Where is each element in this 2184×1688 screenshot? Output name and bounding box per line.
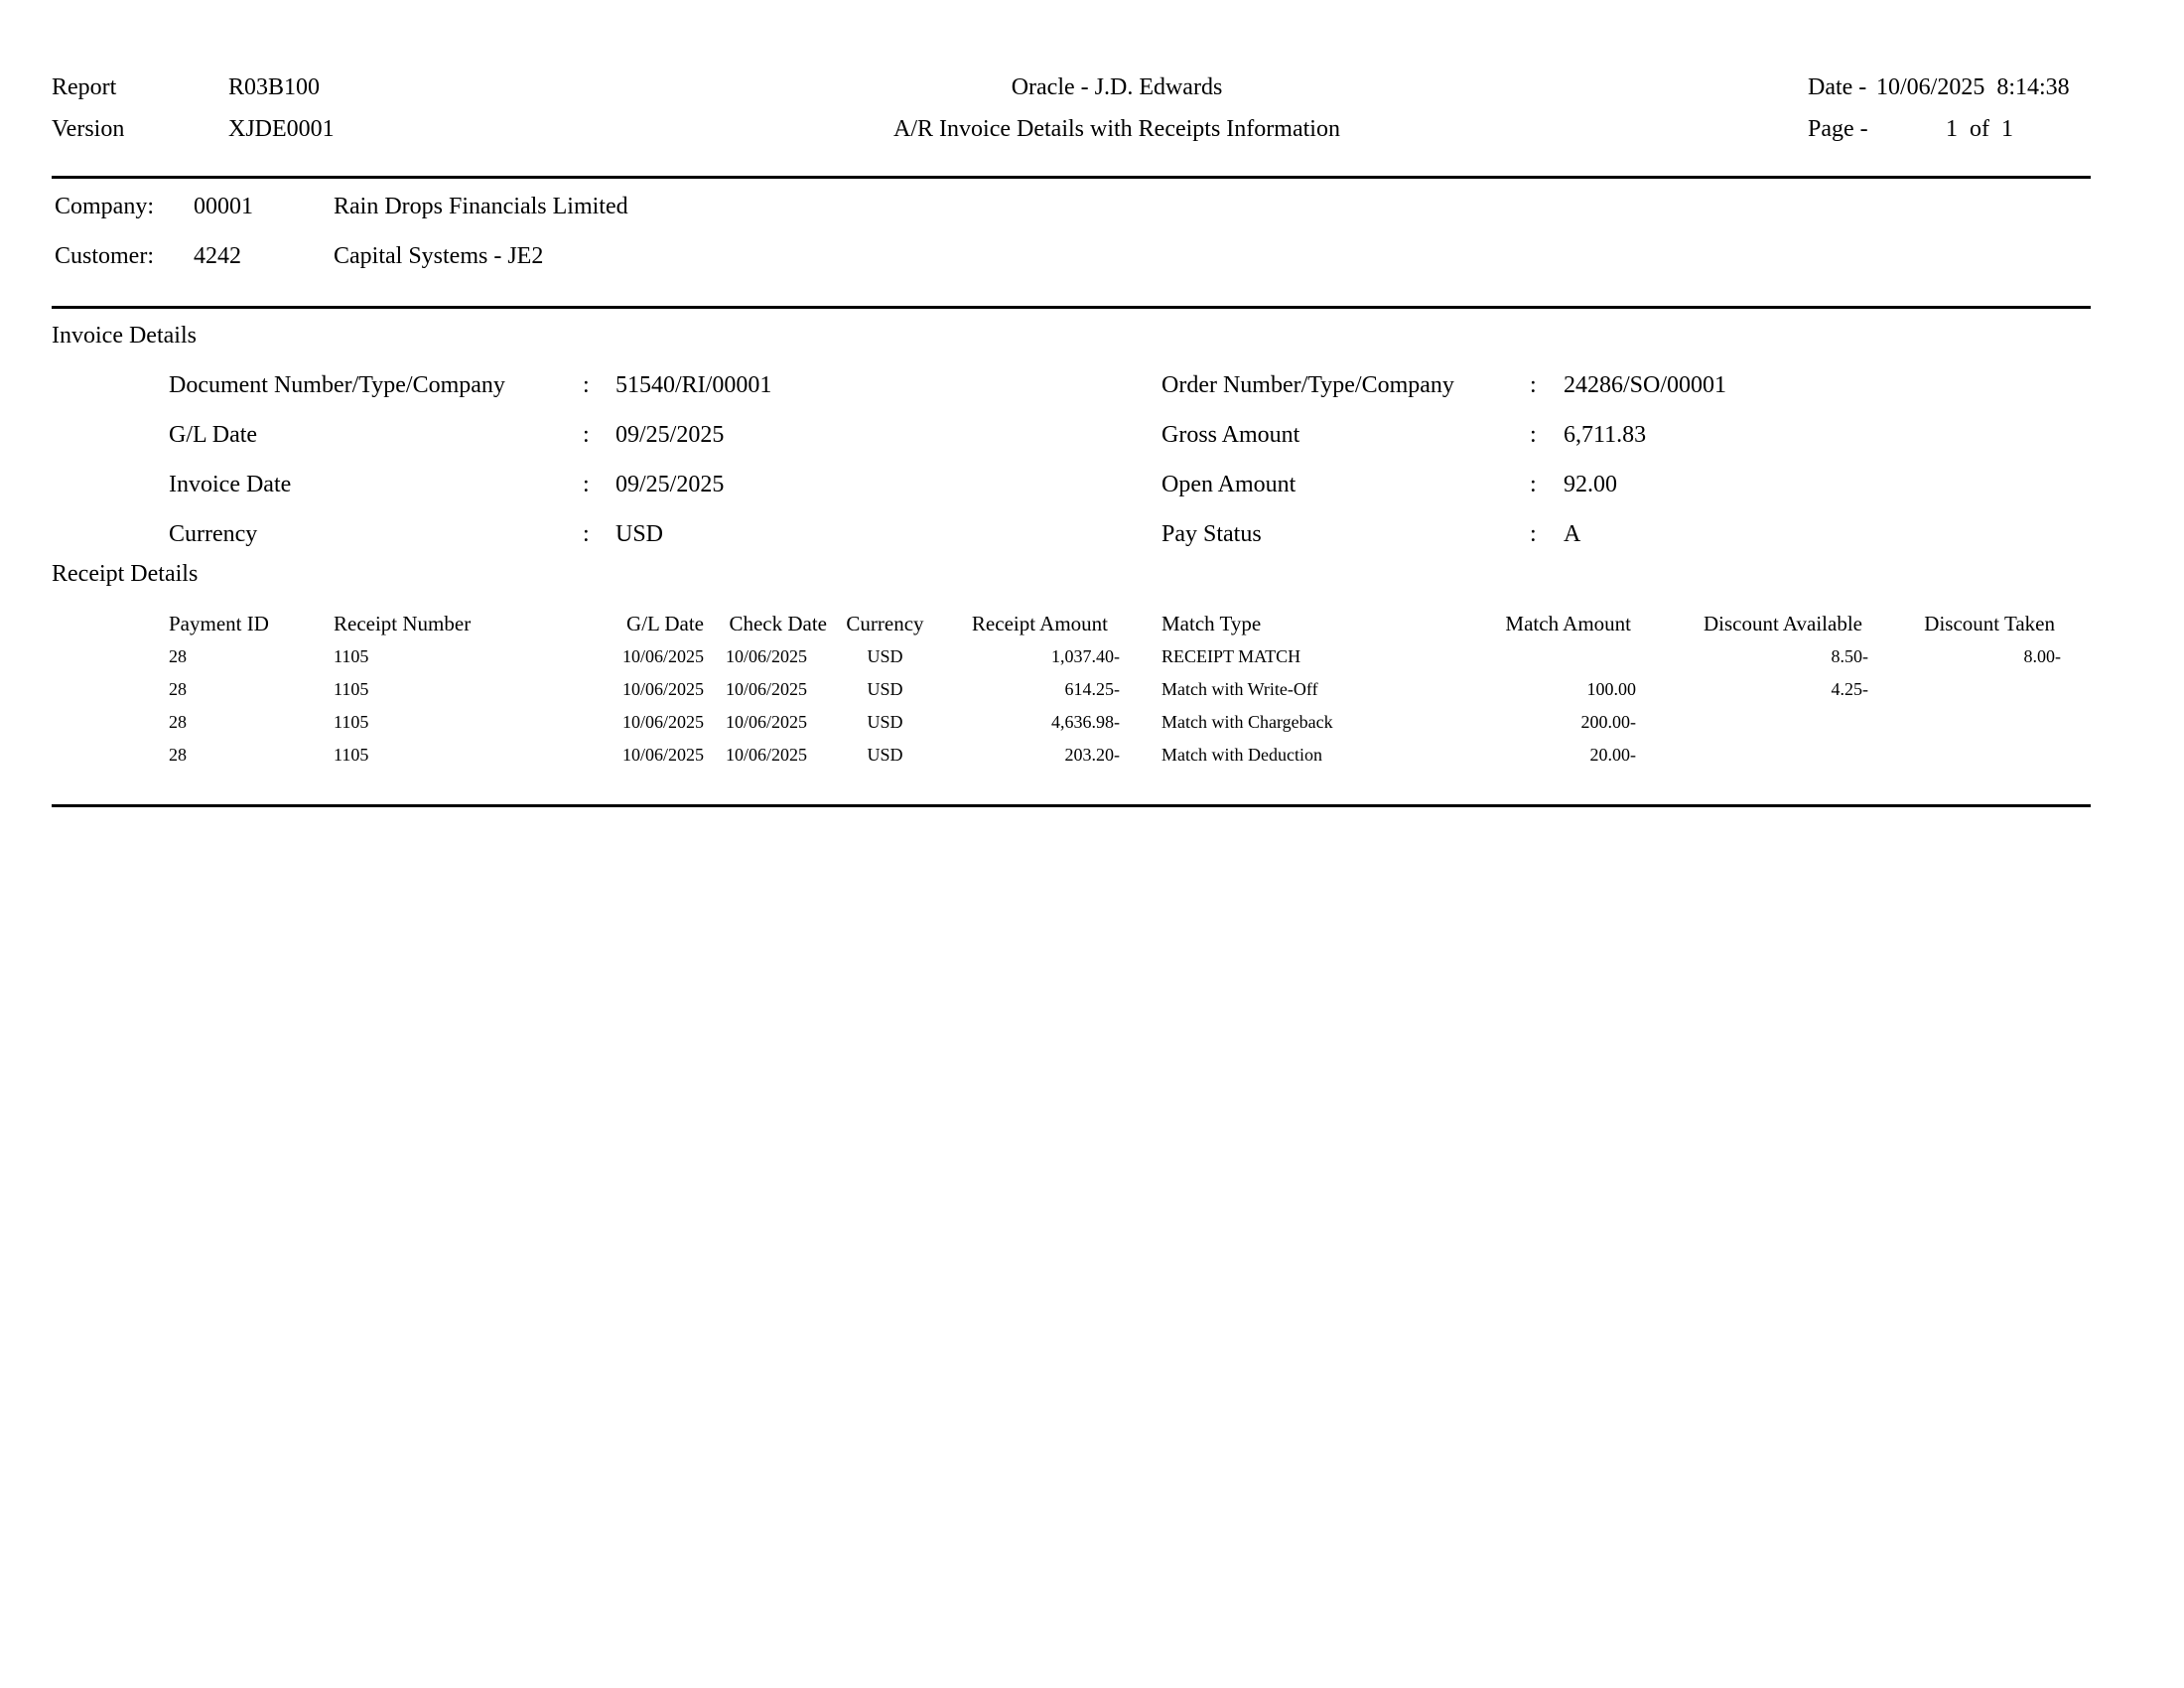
field-value: 09/25/2025 xyxy=(615,472,725,497)
cell-receipt-amount: 1,037.40- xyxy=(1051,646,1120,666)
column-header-payment-id: Payment ID xyxy=(169,612,269,635)
customer-row xyxy=(55,231,628,281)
field-value: USD xyxy=(615,521,664,547)
cell-payment-id: 28 xyxy=(169,679,187,699)
version-id: XJDE0001 xyxy=(228,116,335,142)
field-label: Invoice Date xyxy=(169,472,292,497)
field-gl-date xyxy=(169,410,771,460)
field-separator: : xyxy=(1530,521,1537,547)
column-header-receipt-number: Receipt Number xyxy=(334,612,472,635)
cell-receipt-amount: 203.20- xyxy=(1064,745,1120,765)
field-order-number xyxy=(1161,360,1726,410)
cell-discount-available xyxy=(1636,706,1868,739)
field-value: A xyxy=(1564,521,1581,547)
field-value: 6,711.83 xyxy=(1564,422,1647,448)
invoice-details-left xyxy=(169,360,771,559)
customer-label: Customer: xyxy=(55,243,154,269)
cell-receipt-number: 1105 xyxy=(334,745,369,765)
cell-gl-date: 10/06/2025 xyxy=(621,679,704,699)
field-label: Gross Amount xyxy=(1161,422,1300,448)
column-header-discount-taken: Discount Taken xyxy=(1924,612,2055,635)
field-separator: : xyxy=(583,422,590,448)
cell-match-type: RECEIPT MATCH xyxy=(1161,646,1301,666)
customer-name: Capital Systems - JE2 xyxy=(334,243,544,269)
field-label: G/L Date xyxy=(169,422,258,448)
company-name: Rain Drops Financials Limited xyxy=(334,194,628,219)
field-document-number xyxy=(169,360,771,410)
field-label: Currency xyxy=(169,521,258,547)
field-label: Order Number/Type/Company xyxy=(1161,372,1454,398)
column-header-check-date: Check Date xyxy=(729,612,827,635)
field-label: Document Number/Type/Company xyxy=(169,372,505,398)
cell-currency: USD xyxy=(867,679,903,699)
cell-discount-taken xyxy=(1868,673,2061,706)
cell-check-date: 10/06/2025 xyxy=(725,745,807,765)
cell-discount-available: 8.50- xyxy=(1831,646,1868,666)
cell-receipt-amount: 614.25- xyxy=(1064,679,1120,699)
cell-match-amount: 200.00- xyxy=(1580,712,1636,732)
cell-gl-date: 10/06/2025 xyxy=(621,646,704,666)
report-title: Oracle - J.D. Edwards xyxy=(1011,74,1223,100)
version-label: Version xyxy=(52,116,125,142)
cell-currency: USD xyxy=(867,712,903,732)
page-value: 1 of 1 xyxy=(1946,116,2013,142)
cell-match-amount: 20.00- xyxy=(1589,745,1636,765)
field-separator: : xyxy=(1530,472,1537,497)
report-subtitle: A/R Invoice Details with Receipts Information xyxy=(893,116,1340,142)
divider-table-bottom xyxy=(52,804,2091,807)
cell-payment-id: 28 xyxy=(169,745,187,765)
date-value: 10/06/2025 8:14:38 xyxy=(1876,74,2070,100)
date-label: Date - xyxy=(1808,74,1867,100)
cell-payment-id: 28 xyxy=(169,712,187,732)
cell-match-type: Match with Chargeback xyxy=(1161,712,1333,732)
cell-match-type: Match with Write-Off xyxy=(1161,679,1318,699)
cell-discount-taken xyxy=(1868,706,2061,739)
cell-gl-date: 10/06/2025 xyxy=(621,745,704,765)
company-code: 00001 xyxy=(194,194,253,219)
report-id: R03B100 xyxy=(228,74,321,100)
invoice-details-right xyxy=(1161,360,1726,559)
field-currency xyxy=(169,509,771,559)
field-pay-status xyxy=(1161,509,1726,559)
date-page-block xyxy=(1808,67,2070,150)
cell-match-type: Match with Deduction xyxy=(1161,745,1322,765)
page-label: Page - xyxy=(1808,116,1868,142)
divider-entity xyxy=(52,306,2091,309)
column-header-gl-date: G/L Date xyxy=(626,612,704,635)
divider-header xyxy=(52,176,2091,179)
field-value: 24286/SO/00001 xyxy=(1564,372,1727,398)
cell-check-date: 10/06/2025 xyxy=(725,679,807,699)
field-value: 09/25/2025 xyxy=(615,422,725,448)
receipt-details-heading: Receipt Details xyxy=(52,561,199,587)
cell-receipt-amount: 4,636.98- xyxy=(1051,712,1120,732)
cell-receipt-number: 1105 xyxy=(334,679,369,699)
customer-code: 4242 xyxy=(194,243,241,269)
column-header-receipt-amount: Receipt Amount xyxy=(971,612,1108,635)
field-separator: : xyxy=(583,472,590,497)
cell-discount-taken: 8.00- xyxy=(2023,646,2061,666)
cell-check-date: 10/06/2025 xyxy=(725,646,807,666)
cell-match-amount: 100.00 xyxy=(1586,679,1636,699)
column-header-discount-available: Discount Available xyxy=(1704,612,1862,635)
cell-receipt-number: 1105 xyxy=(334,646,369,666)
cell-currency: USD xyxy=(867,745,903,765)
field-value: 51540/RI/00001 xyxy=(615,372,772,398)
field-separator: : xyxy=(583,521,590,547)
cell-discount-taken xyxy=(1868,739,2061,772)
column-header-currency: Currency xyxy=(846,612,924,635)
field-open-amount xyxy=(1161,460,1726,509)
cell-gl-date: 10/06/2025 xyxy=(621,712,704,732)
receipt-table xyxy=(169,607,2061,772)
cell-match-amount xyxy=(1489,640,1636,673)
field-gross-amount xyxy=(1161,410,1726,460)
field-invoice-date xyxy=(169,460,771,509)
invoice-details-heading: Invoice Details xyxy=(52,323,197,349)
cell-currency: USD xyxy=(867,646,903,666)
page-row xyxy=(1808,108,2070,150)
date-row xyxy=(1808,67,2070,108)
report-label: Report xyxy=(52,74,117,100)
field-value: 92.00 xyxy=(1564,472,1617,497)
cell-receipt-number: 1105 xyxy=(334,712,369,732)
column-header-match-amount: Match Amount xyxy=(1505,612,1631,635)
company-label: Company: xyxy=(55,194,154,219)
field-separator: : xyxy=(1530,372,1537,398)
company-row xyxy=(55,182,628,231)
column-header-match-type: Match Type xyxy=(1161,612,1262,635)
entity-block xyxy=(55,182,628,281)
cell-check-date: 10/06/2025 xyxy=(725,712,807,732)
field-separator: : xyxy=(1530,422,1537,448)
field-label: Open Amount xyxy=(1161,472,1297,497)
cell-discount-available: 4.25- xyxy=(1831,679,1868,699)
cell-payment-id: 28 xyxy=(169,646,187,666)
field-label: Pay Status xyxy=(1161,521,1262,547)
cell-discount-available xyxy=(1636,739,1868,772)
field-separator: : xyxy=(583,372,590,398)
